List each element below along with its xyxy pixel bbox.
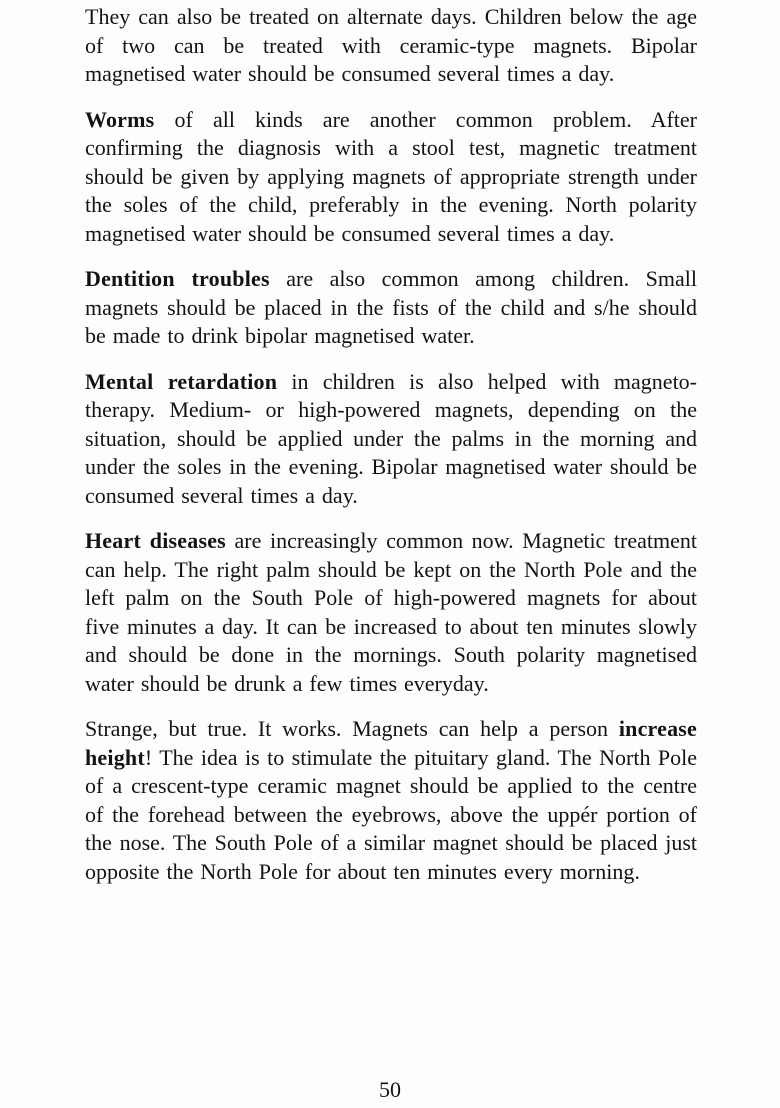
bold-lead-in: Dentition troubles [85, 266, 270, 291]
bold-lead-in: Worms [85, 106, 155, 132]
paragraph-1 [85, 3, 697, 89]
bold-lead-in: Heart diseases [85, 528, 226, 553]
text-run: are also common among children. Small magnets should be placed in the fists of the child and s/he should be made to drink bipolar magnetised water. [85, 266, 697, 348]
paragraph-3-dentition [85, 265, 697, 351]
paragraph-2-worms [85, 106, 697, 249]
text-run: are increasingly common now. Magnetic treatment can help. The right palm should be kept on the North Pole and the left palm on the South Pole of high-powered magnets for about five minutes a day. It can be increased to about ten minutes slowly and should be done in the mornings. South polarity magnetised water should be drunk a few times everyday. [85, 528, 697, 696]
text-run: Strange, but true. It works. Magnets can help a person [85, 716, 619, 741]
text-run: of all kinds are another common problem. After confirming the diagnosis with a stool test, magnetic treatment should be given by applying magnets of appropriate strength under the soles of the child, preferably in the evening. North polarity magnetised water should be consumed several times a day. [85, 106, 697, 246]
bold-phrase: increase height [85, 716, 697, 770]
bold-lead-in: Mental retardation [85, 368, 278, 394]
page-number: 50 [379, 1077, 401, 1102]
paragraph-4-mental-retardation [85, 368, 697, 511]
text-run: They can also be treated on alternate days. Children below the age of two can be treated with ceramic-type magnets. Bipolar magnetised water should be consumed several times a day. [85, 4, 697, 86]
text-run: in children is also helped with magneto-therapy. Medium- or high-powered magnets, depending on the situation, should be applied under the palms in the morning and under the soles in the evening. Bipolar magnetised water should be consumed several times a day. [85, 368, 698, 508]
paragraph-5-heart-diseases [85, 527, 697, 698]
paragraph-6-increase-height [85, 715, 697, 886]
text-run: ! The idea is to stimulate the pituitary gland. The North Pole of a crescent-type ceramic magnet should be applied to the centre of the forehead between the eyebrows, above the uppér portion of the nose. The South Pole of a similar magnet should be placed just opposite the North Pole for about ten minutes every morning. [85, 744, 697, 884]
